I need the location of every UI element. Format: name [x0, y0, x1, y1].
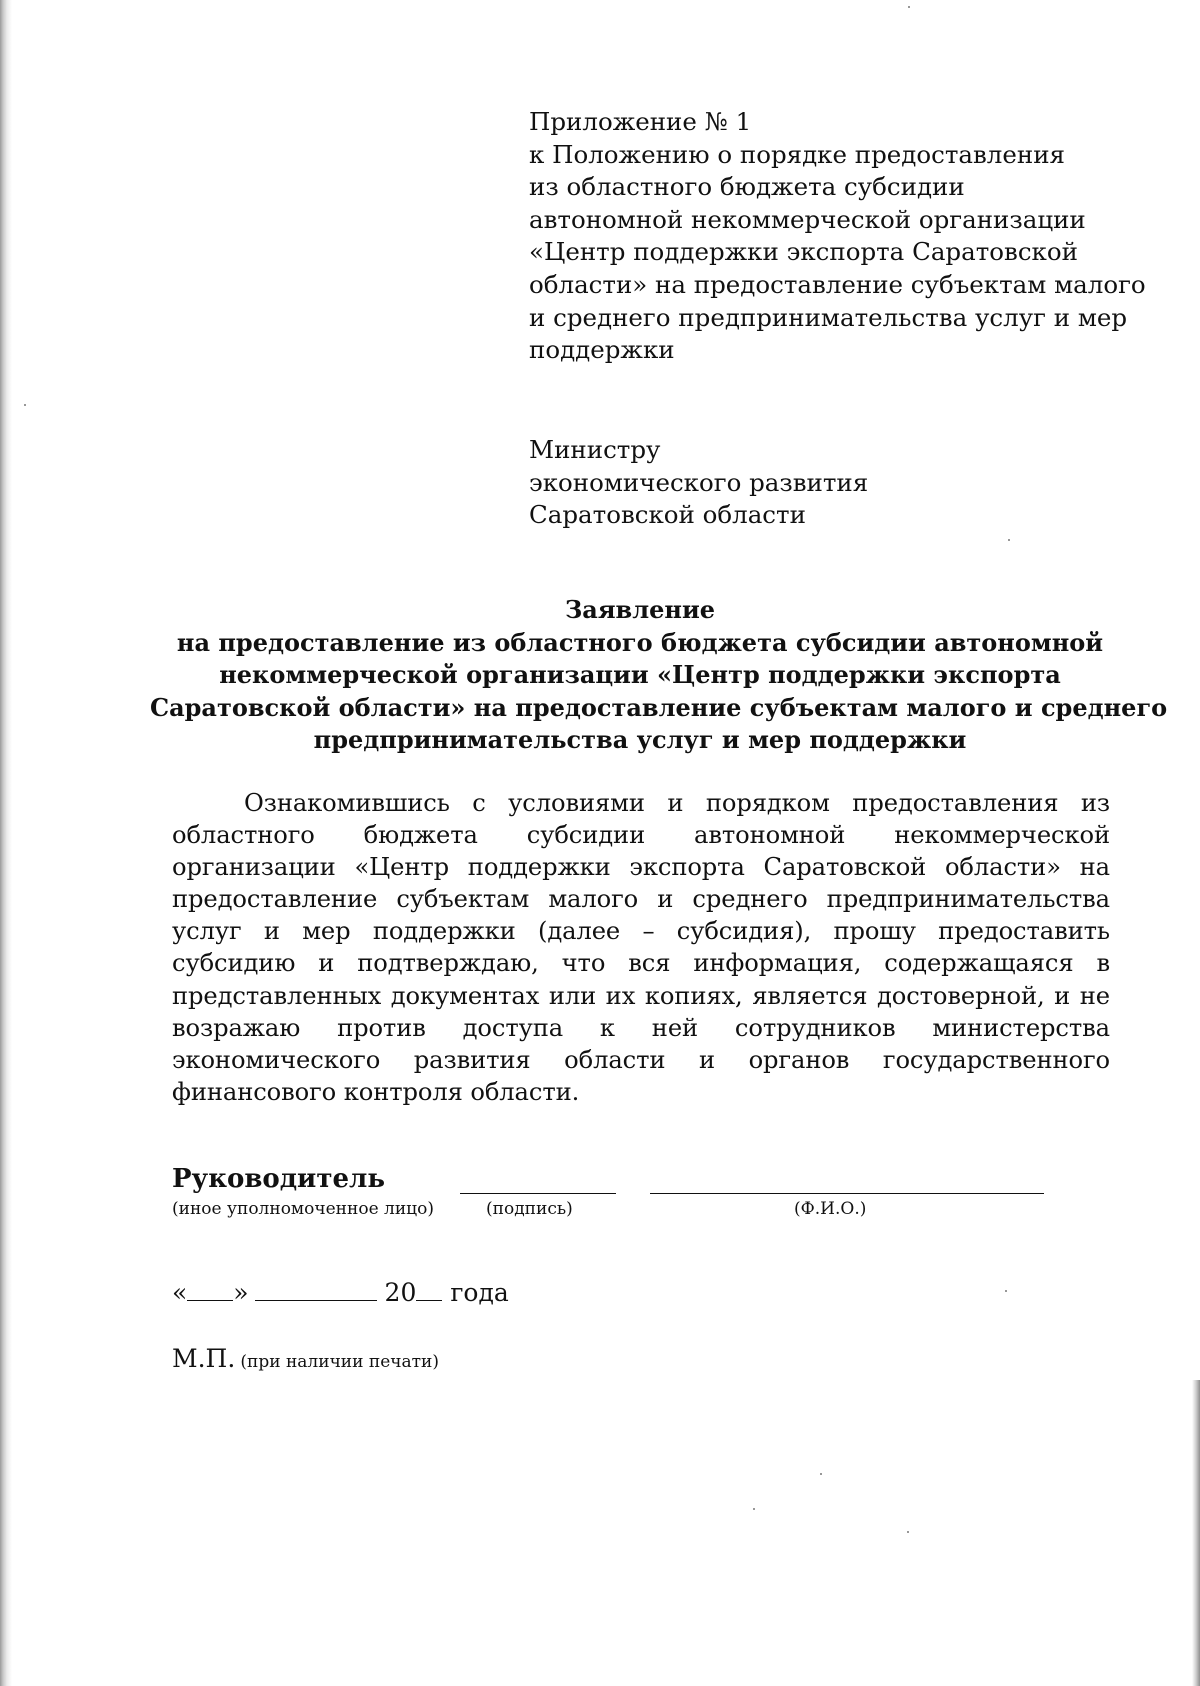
appendix-line: области» на предоставление субъектам малого — [529, 269, 1146, 299]
day-blank — [187, 1278, 233, 1301]
addressee-block — [529, 434, 1129, 532]
signature-block — [172, 1163, 1072, 1233]
scan-speck — [1005, 1290, 1007, 1292]
scan-speck — [907, 1531, 909, 1533]
scan-speck — [24, 404, 26, 406]
title-line: некоммерческой организации «Центр поддержки экспорта — [219, 660, 1061, 690]
appendix-line: из областного бюджета субсидии — [529, 172, 965, 202]
scan-edge-right — [1192, 1380, 1200, 1686]
scan-speck — [1008, 539, 1010, 541]
signature-caption: (подпись) — [486, 1199, 573, 1219]
signer-role-note: (иное уполномоченное лицо) — [172, 1199, 434, 1219]
full-name-caption: (Ф.И.О.) — [794, 1199, 867, 1219]
date-field — [172, 1277, 509, 1309]
date-open-quote: « — [172, 1278, 188, 1307]
addressee-line: Саратовской области — [529, 500, 806, 530]
addressee-line: Министру — [529, 435, 661, 464]
appendix-header — [529, 106, 1146, 367]
year-prefix: 20 — [384, 1278, 417, 1307]
date-close-quote: » — [233, 1278, 249, 1307]
appendix-line: автономной некоммерческой организации — [529, 204, 1086, 234]
title-line: на предоставление из областного бюджета субсидии автономной — [176, 627, 1104, 657]
appendix-line: к Положению о порядке предоставления — [529, 139, 1065, 169]
scan-edge-left — [0, 0, 12, 1686]
stamp-place — [172, 1343, 439, 1375]
stamp-note: (при наличии печати) — [240, 1352, 440, 1372]
year-blank — [416, 1278, 442, 1301]
scan-speck — [908, 6, 910, 8]
body-paragraph: Ознакомившись с условиями и порядком предоставления из областного бюджета субсидии автономной некоммерческой организации «Центр поддержки экспорта Саратовской области» на предоставление субъектам малого и среднего предпринимательства услуг и мер поддержки (далее – субсидия), прошу предоставить субсидию и подтверждаю, что вся информация, содержащаяся в представленных документах или их копиях, является достоверной, и не возражаю против доступа к ней сотрудников министерства экономического развития области и органов государственного финансового контроля области. — [172, 789, 1110, 1106]
appendix-line: «Центр поддержки экспорта Саратовской — [529, 237, 1078, 267]
date-suffix: года — [450, 1278, 509, 1307]
title-line: Саратовской области» на предоставление субъектам малого и среднего — [150, 692, 1168, 722]
scan-speck — [753, 1508, 755, 1510]
appendix-line: поддержки — [529, 335, 675, 365]
document-title — [150, 594, 1168, 757]
title-line: Заявление — [564, 595, 716, 624]
month-blank — [255, 1278, 377, 1301]
appendix-line: Приложение № 1 — [529, 107, 752, 136]
signer-role: Руководитель — [172, 1164, 385, 1194]
scan-speck — [820, 1473, 822, 1475]
signature-line — [460, 1193, 616, 1194]
title-line: предпринимательства услуг и мер поддержки — [313, 725, 967, 755]
stamp-label: М.П. — [172, 1344, 236, 1373]
appendix-line: и среднего предпринимательства услуг и мер — [529, 302, 1128, 332]
full-name-line — [650, 1193, 1044, 1194]
addressee-line: экономического развития — [529, 467, 869, 497]
